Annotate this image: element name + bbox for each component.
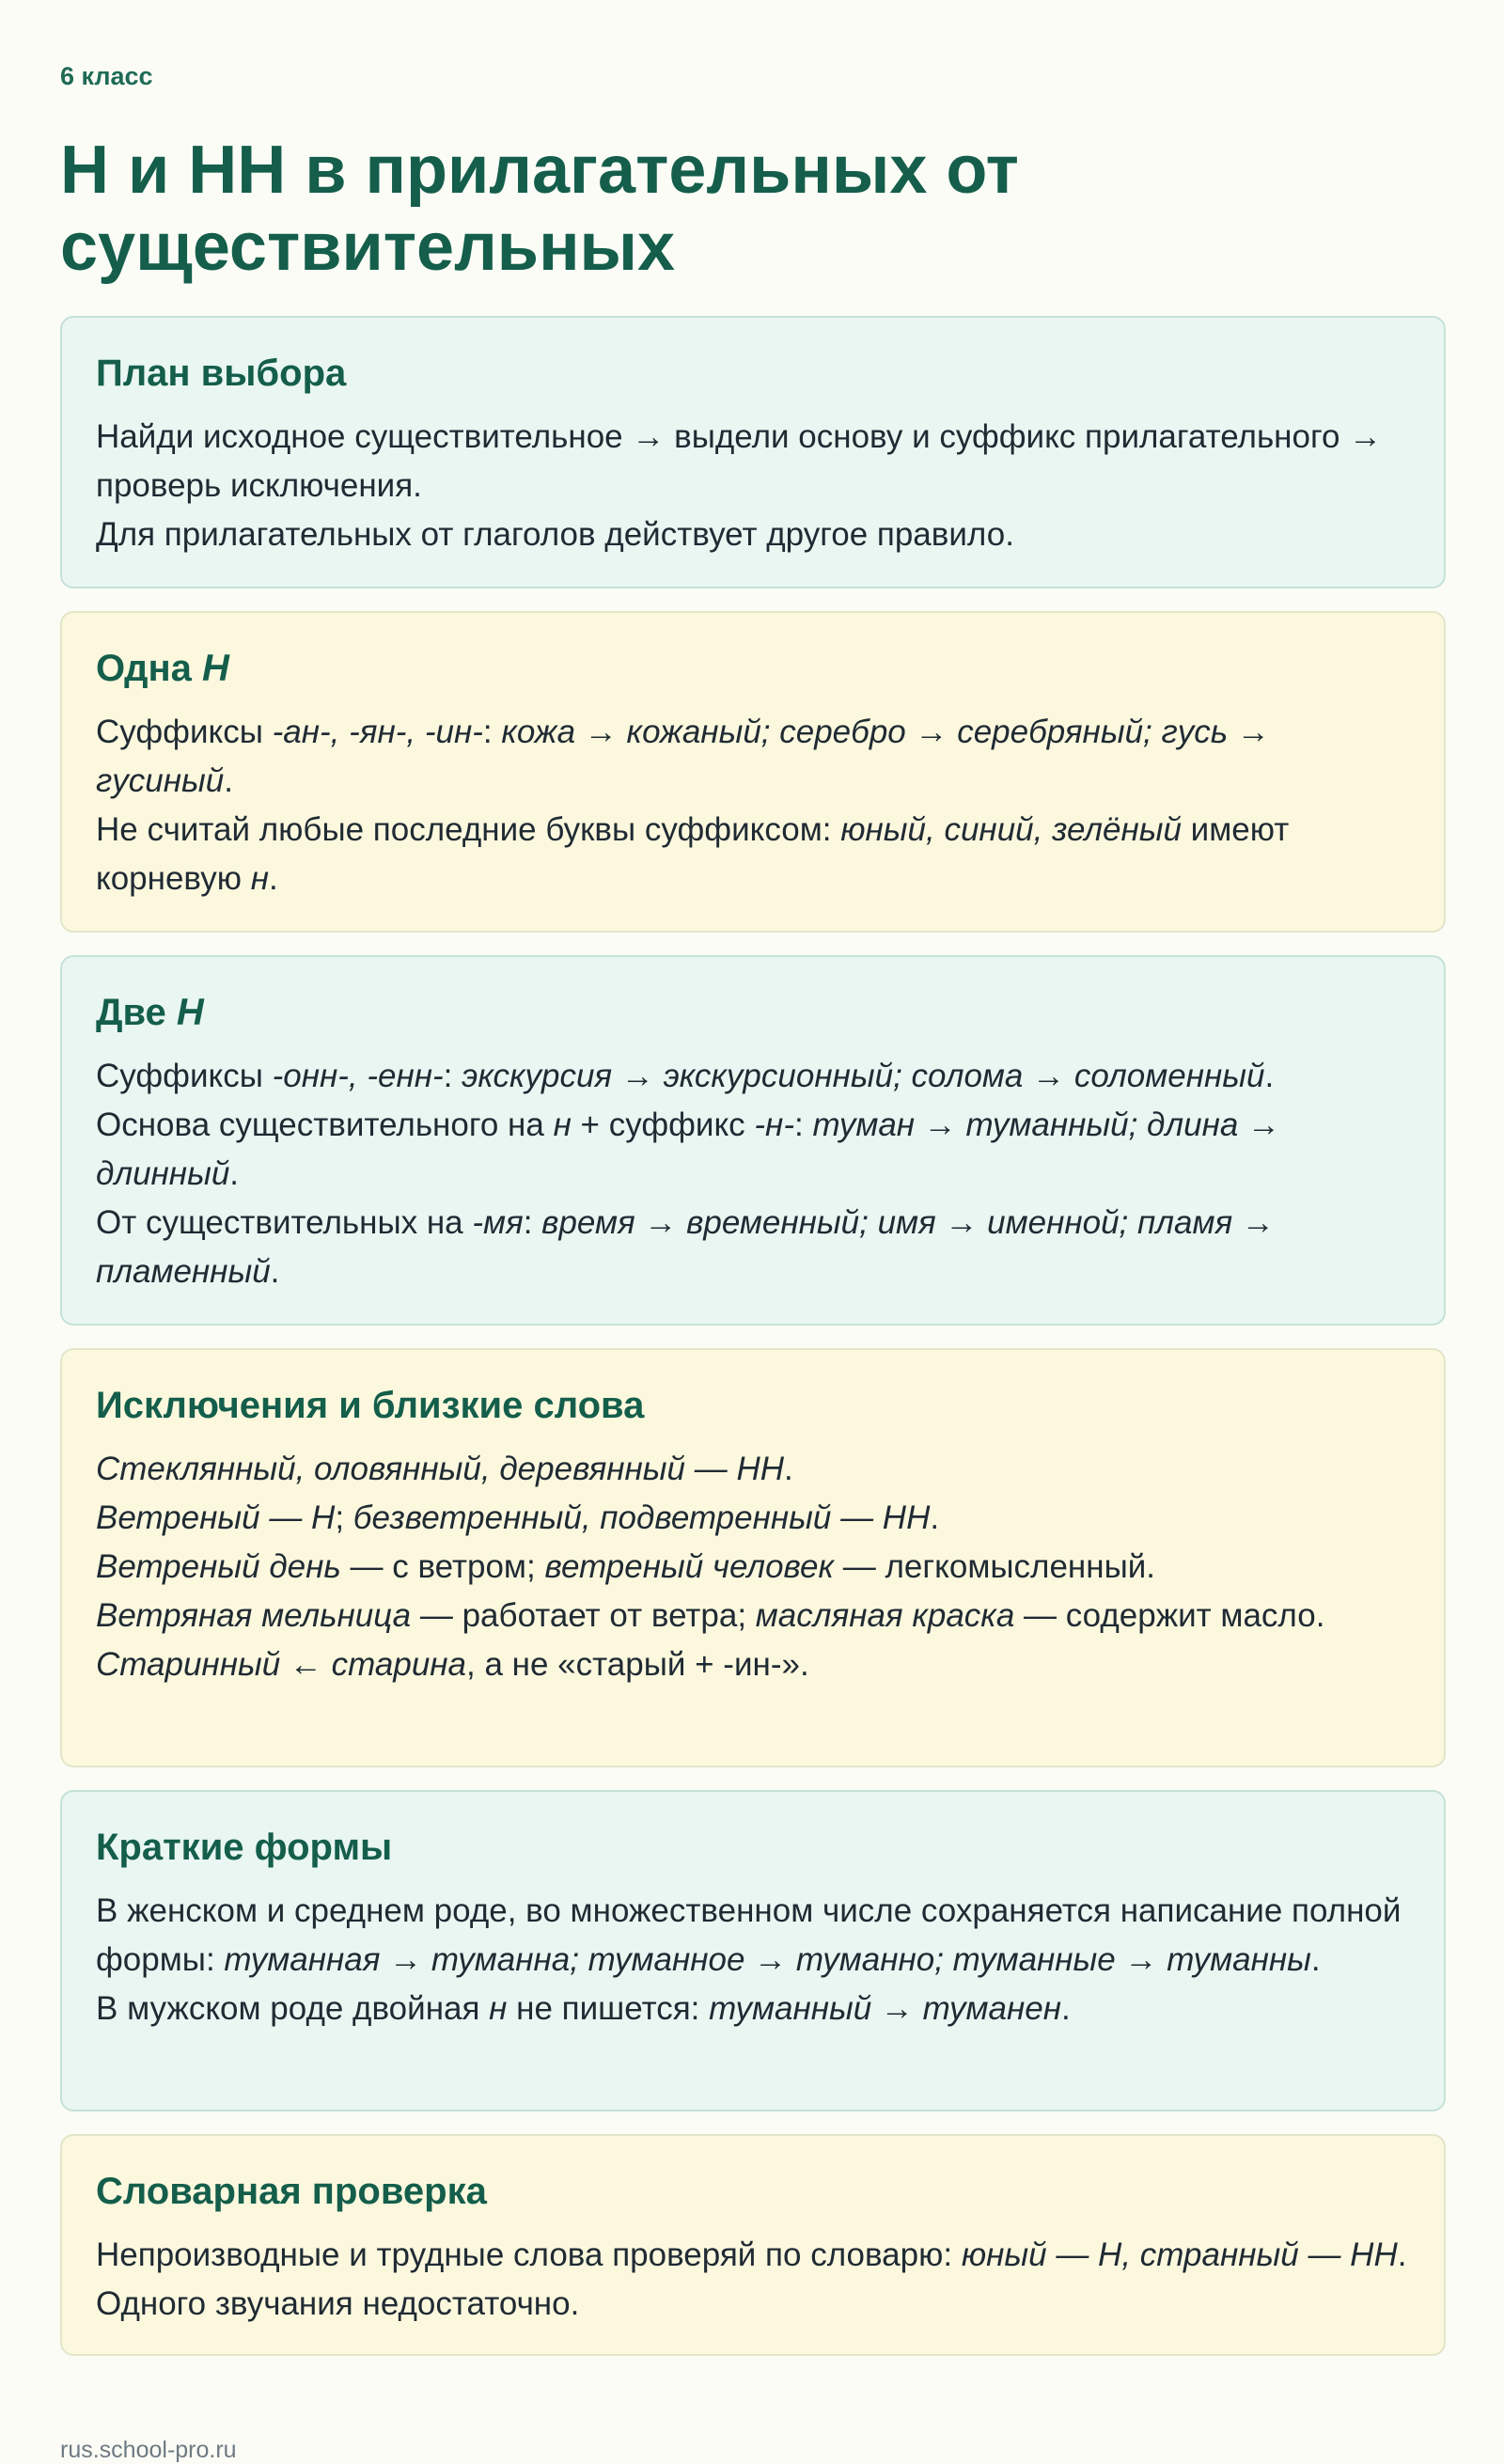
card-short-forms xyxy=(60,1790,1446,2111)
card-title xyxy=(96,645,1410,692)
rule-text: . xyxy=(1310,1941,1321,1978)
example-text: Ветряная мельница xyxy=(96,1597,412,1634)
rule-text: Суффиксы xyxy=(96,1058,273,1094)
card-dictionary xyxy=(60,2134,1446,2356)
example-text: Ветреный — Н xyxy=(96,1499,336,1536)
card-title-letter: Н xyxy=(202,648,229,689)
example-text: кожа → кожаный; серебро → серебряный; гусь → гусиный xyxy=(96,714,1270,799)
rule-text: . xyxy=(229,1155,240,1192)
example-text: время → временный; имя → именной; пламя → пламенный xyxy=(96,1204,1275,1290)
rule-text: . xyxy=(1264,1058,1275,1094)
rule-text: . xyxy=(1060,1990,1071,2027)
card-exceptions xyxy=(60,1348,1446,1767)
rule-text: . xyxy=(224,762,233,799)
card-line xyxy=(96,806,1410,903)
rule-text: В женском и среднем роде, во множественном числе сохраняется написание полной формы: xyxy=(96,1892,1402,1978)
rule-text: : xyxy=(443,1058,462,1094)
rule-text: — работает от ветра; xyxy=(411,1597,756,1634)
rule-text: Основа существительного на xyxy=(96,1106,554,1143)
example-text: туманный → туманен xyxy=(709,1990,1061,2027)
card-line xyxy=(96,1985,1410,2033)
rule-text: имеют корневую xyxy=(96,811,1290,897)
card-line xyxy=(96,1887,1410,1985)
example-text: Стеклянный, оловянный, деревянный — НН xyxy=(96,1451,785,1487)
rule-text: : xyxy=(482,714,502,750)
example-text: безветренный, подветренный — НН xyxy=(352,1499,931,1536)
example-text: н xyxy=(553,1106,572,1143)
example-text: -мя xyxy=(472,1204,524,1241)
card-line xyxy=(96,1101,1410,1199)
card-line xyxy=(96,708,1410,806)
card-line xyxy=(96,1592,1410,1640)
example-text: н xyxy=(489,1990,508,2027)
footer-site: rus.school-pro.ru xyxy=(60,2437,237,2463)
card-line xyxy=(96,1543,1410,1592)
example-text: юный — Н, странный — НН xyxy=(961,2236,1398,2273)
page-title: Н и НН в прилагательных от существительных xyxy=(60,133,1019,285)
example-text: -онн-, -енн- xyxy=(272,1058,444,1094)
card-plan xyxy=(60,316,1446,589)
card-line xyxy=(96,1445,1410,1494)
example-text: ветреный человек xyxy=(544,1548,835,1585)
card-line xyxy=(96,1640,1410,1689)
rule-text: : xyxy=(523,1204,542,1241)
card-one-n xyxy=(60,611,1446,933)
rule-text: — с ветром; xyxy=(340,1548,545,1585)
card-title-letter: Н xyxy=(176,992,204,1033)
example-text: туманная → туманна; туманное → туманно; туманные → туманны xyxy=(224,1941,1311,1978)
rule-text: : xyxy=(793,1106,813,1143)
card-title: Исключения и близкие слова xyxy=(96,1385,645,1426)
example-text: -ан-, -ян-, -ин- xyxy=(272,714,483,750)
grade-label: 6 класс xyxy=(60,62,153,90)
card-line xyxy=(96,1052,1410,1101)
card-line: Для прилагательных от глаголов действует другое правило. xyxy=(96,516,1014,553)
example-text: -н- xyxy=(754,1106,794,1143)
card-title-text: Две xyxy=(96,992,177,1033)
card-line xyxy=(96,1494,1410,1543)
example-text: масляная краска xyxy=(755,1597,1015,1634)
rule-text: — содержит масло. xyxy=(1014,1597,1325,1634)
rule-text: . xyxy=(930,1499,940,1536)
rule-text: . xyxy=(270,1253,280,1290)
example-text: н xyxy=(250,860,269,897)
card-line xyxy=(96,2231,1410,2329)
card-line: Найди исходное существительное → выдели основу и суффикс прилагательного → проверь исключения. xyxy=(96,418,1383,504)
rule-text: ; xyxy=(335,1499,353,1536)
card-title-text: Одна xyxy=(96,648,203,689)
card-title: План выбора xyxy=(96,353,347,394)
card-title: Краткие формы xyxy=(96,1827,393,1868)
card-two-n xyxy=(60,955,1446,1326)
rule-text: . xyxy=(269,860,278,897)
card-title: Словарная проверка xyxy=(96,2171,487,2212)
example-text: Ветреный день xyxy=(96,1548,341,1585)
rule-text: не пишется: xyxy=(507,1990,710,2027)
rule-text: От существительных на xyxy=(96,1204,473,1241)
rule-text: . Одного звучания недостаточно. xyxy=(96,2236,1407,2322)
rule-text: . xyxy=(784,1451,793,1487)
example-text: туман → туманный; длина → длинный xyxy=(96,1106,1281,1192)
rule-text: Суффиксы xyxy=(96,714,273,750)
card-line xyxy=(96,1199,1410,1296)
rule-text: — легкомысленный. xyxy=(834,1548,1156,1585)
example-text: экскурсия → экскурсионный; солома → соломенный xyxy=(462,1058,1265,1094)
rule-text: + суффикс xyxy=(571,1106,755,1143)
card-title xyxy=(96,989,1410,1036)
example-text: Старинный ← старина xyxy=(96,1646,467,1683)
rule-text: Непроизводные и трудные слова проверяй по словарю: xyxy=(96,2236,962,2273)
rule-text: , а не «старый + -ин-». xyxy=(466,1646,809,1683)
rule-text: Не считай любые последние буквы суффиксом: xyxy=(96,811,841,848)
rule-text: В мужском роде двойная xyxy=(96,1990,490,2027)
example-text: юный, синий, зелёный xyxy=(840,811,1182,848)
